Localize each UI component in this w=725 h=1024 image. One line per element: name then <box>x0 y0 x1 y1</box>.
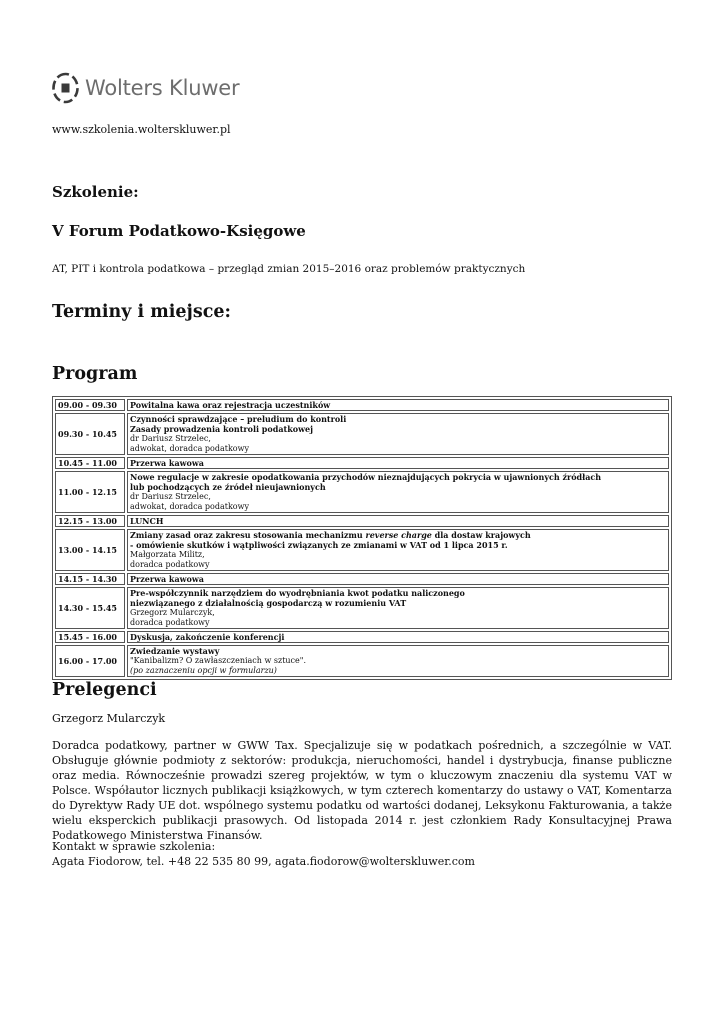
time-cell: 14.15 - 14.30 <box>55 573 125 585</box>
table-row <box>55 457 669 469</box>
session-cell <box>127 399 669 411</box>
speaker-name: dr Dariusz Strzelec, <box>130 434 211 443</box>
time-cell: 16.00 - 17.00 <box>55 645 125 677</box>
time-cell: 14.30 - 15.45 <box>55 587 125 629</box>
table-row <box>55 587 669 629</box>
contact-details[interactable]: Agata Fiodorow, tel. +48 22 535 80 99, agata.fiodorow@wolterskluwer.com <box>52 855 475 868</box>
table-row <box>55 413 669 455</box>
time-cell: 09.30 - 10.45 <box>55 413 125 455</box>
table-row <box>55 645 669 677</box>
training-subtitle: AT, PIT i kontrola podatkowa – przegląd zmian 2015–2016 oraz problemów praktycznych <box>52 263 526 275</box>
session-cell <box>127 631 669 643</box>
website-link[interactable]: www.szkolenia.wolterskluwer.pl <box>52 123 231 136</box>
speakers-heading: Prelegenci <box>52 680 157 700</box>
speaker-role: adwokat, doradca podatkowy <box>130 444 249 453</box>
brand-name: Wolters Kluwer <box>85 76 240 100</box>
speaker-name: Małgorzata Militz, <box>130 550 205 559</box>
session-cell <box>127 457 669 469</box>
table-row <box>55 631 669 643</box>
session-cell <box>127 645 669 677</box>
speaker-role: doradca podatkowy <box>130 618 210 627</box>
session-cell <box>127 587 669 629</box>
session-title: Przerwa kawowa <box>130 458 204 468</box>
session-title: - omówienie skutków i wątpliwości związanych ze zmianami w VAT od 1 lipca 2015 r. <box>130 540 508 550</box>
exhibition-note: (po zaznaczeniu opcji w formularzu) <box>130 666 277 675</box>
session-title: Przerwa kawowa <box>130 574 204 584</box>
contact-label: Kontakt w sprawie szkolenia: <box>52 840 216 853</box>
table-row <box>55 399 669 411</box>
program-table <box>52 396 672 680</box>
speaker-name: dr Dariusz Strzelec, <box>130 492 211 501</box>
contact-block <box>52 839 475 869</box>
program-heading: Program <box>52 364 138 384</box>
time-cell: 12.15 - 13.00 <box>55 515 125 527</box>
time-cell: 13.00 - 14.15 <box>55 529 125 571</box>
training-label: Szkolenie: <box>52 183 139 201</box>
table-row <box>55 515 669 527</box>
exhibition-name: "Kanibalizm? O zawłaszczeniach w sztuce". <box>130 656 306 665</box>
speaker-name-main: Grzegorz Mularczyk <box>52 712 166 725</box>
session-title: Nowe regulacje w zakresie opodatkowania przychodów nieznajdujących pokrycia w ujawnionych źródłach <box>130 472 602 482</box>
dates-heading: Terminy i miejsce: <box>52 302 231 322</box>
session-cell <box>127 515 669 527</box>
session-title: Pre-współczynnik narzędziem do wyodrębniania kwot podatku naliczonego <box>130 588 465 598</box>
session-cell <box>127 529 669 571</box>
wolters-kluwer-logo-icon <box>52 72 79 104</box>
speaker-role: adwokat, doradca podatkowy <box>130 502 249 511</box>
session-title: Czynności sprawdzające – preludium do kontroli <box>130 414 347 424</box>
session-title: Zwiedzanie wystawy <box>130 646 220 656</box>
training-title: V Forum Podatkowo-Księgowe <box>52 222 306 240</box>
table-row <box>55 573 669 585</box>
brand-logo <box>52 70 239 106</box>
session-cell <box>127 471 669 513</box>
session-title: Powitalna kawa oraz rejestracja uczestników <box>130 400 331 410</box>
session-title: LUNCH <box>130 516 164 526</box>
session-title: Dyskusja, zakończenie konferencji <box>130 632 285 642</box>
session-title: Zasady prowadzenia kontroli podatkowej <box>130 424 313 434</box>
session-title: Zmiany zasad oraz zakresu stosowania mechanizmu reverse charge dla dostaw krajowych <box>130 530 531 540</box>
speaker-role: doradca podatkowy <box>130 560 210 569</box>
speaker-name: Grzegorz Mularczyk, <box>130 608 215 617</box>
session-cell <box>127 413 669 455</box>
table-row <box>55 529 669 571</box>
session-title: niezwiązanego z działalnością gospodarczą w rozumieniu VAT <box>130 598 407 608</box>
speaker-bio: Doradca podatkowy, partner w GWW Tax. Specjalizuje się w podatkach pośrednich, a szczególnie w VAT. Obsługuje głównie podmioty z sektorów: produkcja, nieruchomości, handel i dystrybucja, finanse publiczne oraz media. Równocześnie prowadzi szereg projektów, w tym o kluczowym znaczeniu dla systemu VAT w Polsce. Współautor licznych publikacji książkowych, w tym czterech komentarzy do ustawy o VAT, Komentarza do Dyrektyw Rady UE dot. wspólnego systemu podatku od wartości dodanej, Leksykonu Fakturowania, a także wielu eksperckich publikacji prasowych. Od listopada 2014 r. jest członkiem Rady Konsultacyjnej Prawa Podatkowego Ministerstwa Finansów. <box>52 739 672 842</box>
time-cell: 15.45 - 16.00 <box>55 631 125 643</box>
session-title: lub pochodzących ze źródeł nieujawnionych <box>130 482 326 492</box>
time-cell: 11.00 - 12.15 <box>55 471 125 513</box>
table-row <box>55 471 669 513</box>
time-cell: 09.00 - 09.30 <box>55 399 125 411</box>
session-cell <box>127 573 669 585</box>
time-cell: 10.45 - 11.00 <box>55 457 125 469</box>
